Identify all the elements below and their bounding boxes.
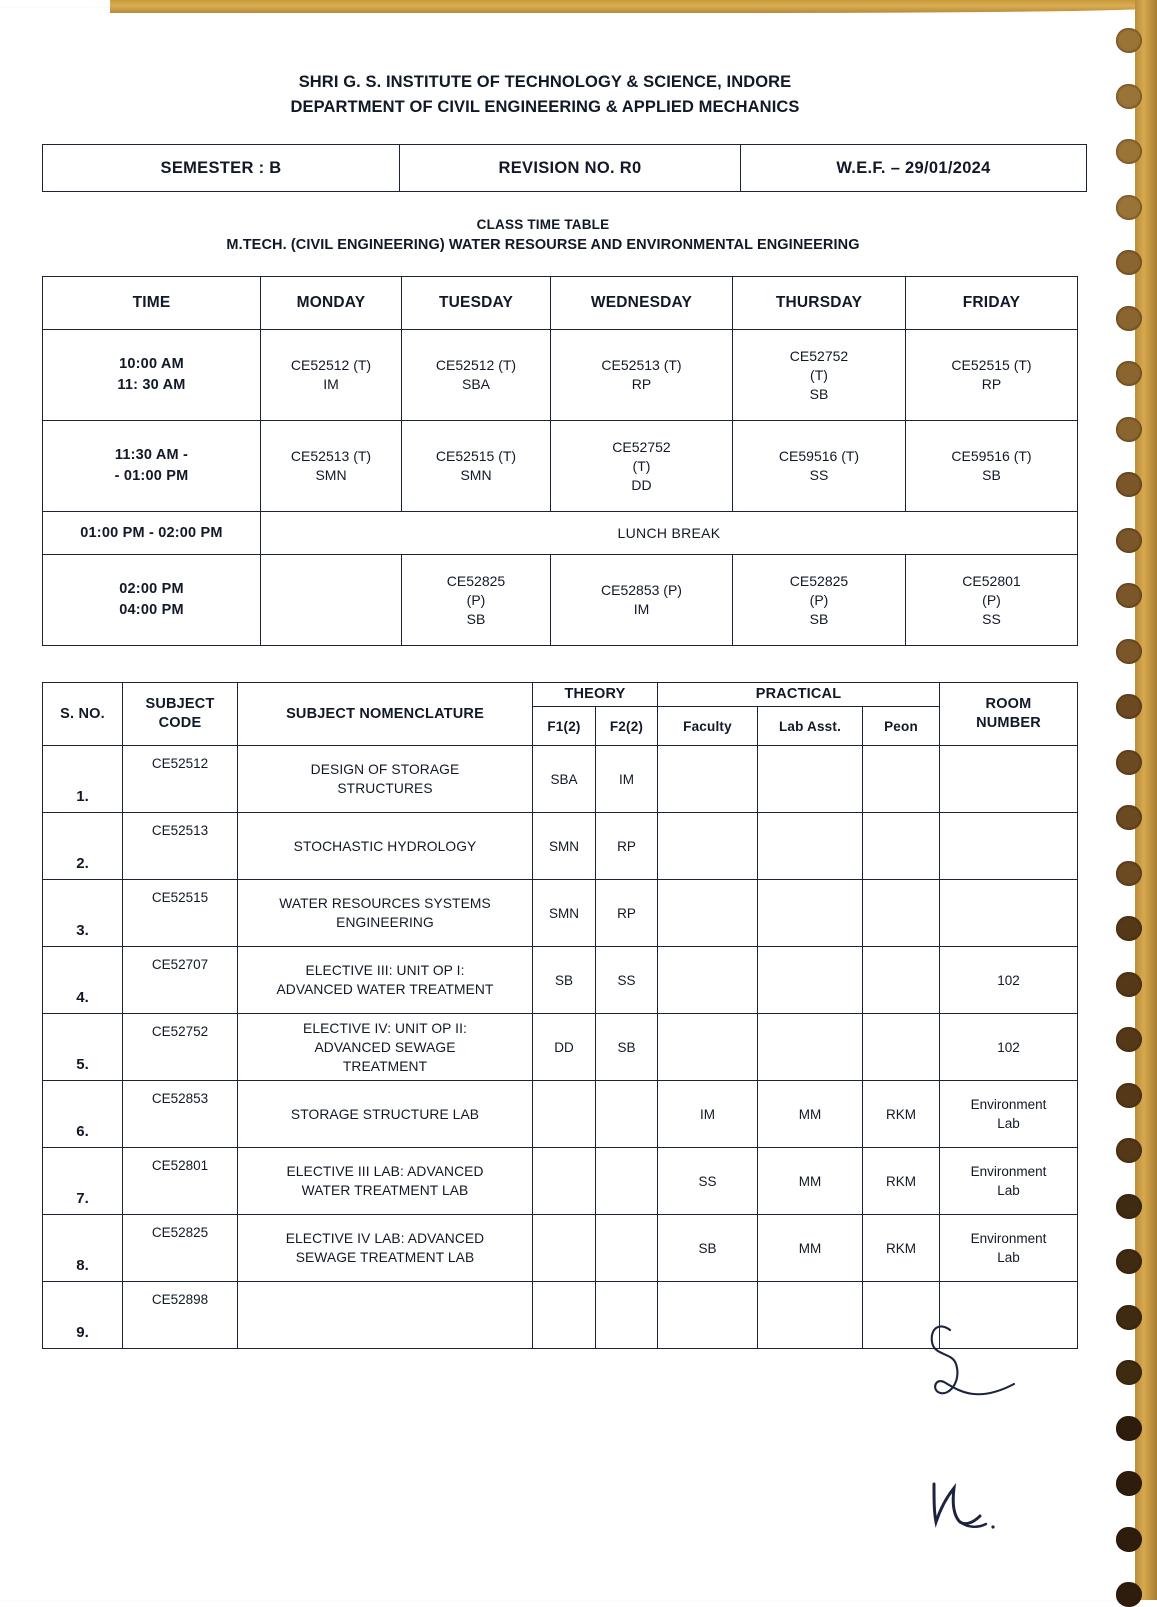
subject-practical-peon — [863, 746, 940, 813]
header-room-number: ROOM NUMBER — [940, 683, 1078, 746]
subject-room-number: Environment Lab — [940, 1148, 1078, 1215]
punch-hole — [1116, 139, 1142, 164]
subject-practical-peon: RKM — [863, 1215, 940, 1282]
lunch-break-cell: LUNCH BREAK — [261, 512, 1078, 555]
subject-row — [43, 947, 1078, 1014]
punch-hole — [1116, 1471, 1142, 1496]
subject-row — [43, 880, 1078, 947]
punch-hole — [1116, 750, 1142, 775]
subject-theory-f1: SB — [533, 947, 596, 1014]
timetable-cell-monday — [261, 555, 402, 646]
timetable-cell-tuesday: CE52512 (T) SBA — [402, 330, 551, 421]
punch-hole — [1116, 639, 1142, 664]
punch-hole — [1116, 694, 1142, 719]
subject-row — [43, 1148, 1078, 1215]
subject-practical-peon — [863, 1282, 940, 1349]
department-name: DEPARTMENT OF CIVIL ENGINEERING & APPLIED MECHANICS — [290, 98, 800, 116]
header-subject-code: SUBJECT CODE — [123, 683, 238, 746]
header-f1: F1(2) — [533, 707, 596, 746]
subject-nomenclature: STOCHASTIC HYDROLOGY — [238, 813, 533, 880]
timetable-slot-row — [43, 330, 1078, 421]
subject-nomenclature: ELECTIVE III: UNIT OP I: ADVANCED WATER TREATMENT — [238, 947, 533, 1014]
subject-theory-f2: RP — [596, 813, 658, 880]
subject-practical-faculty: SS — [658, 1148, 758, 1215]
punch-hole — [1116, 306, 1142, 331]
subject-theory-f2: SB — [596, 1014, 658, 1081]
punch-hole — [1116, 1027, 1142, 1052]
subject-code: CE52898 — [123, 1282, 238, 1349]
timetable-col-tuesday: TUESDAY — [402, 277, 551, 330]
subject-practical-faculty: IM — [658, 1081, 758, 1148]
document-header — [0, 0, 1090, 120]
subject-theory-f1 — [533, 1081, 596, 1148]
subject-sno: 2. — [43, 813, 123, 880]
subject-theory-f2: IM — [596, 746, 658, 813]
header-faculty: Faculty — [658, 707, 758, 746]
punch-hole — [1116, 28, 1142, 53]
timetable-cell-monday: CE52513 (T) SMN — [261, 421, 402, 512]
subject-practical-faculty — [658, 1282, 758, 1349]
subject-theory-f1: SBA — [533, 746, 596, 813]
timetable-time-label: 10:00 AM 11: 30 AM — [43, 330, 261, 421]
subject-theory-f1: SMN — [533, 880, 596, 947]
subject-theory-f2 — [596, 1148, 658, 1215]
subject-nomenclature: STORAGE STRUCTURE LAB — [238, 1081, 533, 1148]
subject-practical-peon — [863, 813, 940, 880]
timetable-body — [43, 330, 1078, 646]
subject-code: CE52801 — [123, 1148, 238, 1215]
subject-practical-faculty — [658, 746, 758, 813]
timetable-cell-wednesday: CE52853 (P) IM — [551, 555, 733, 646]
institute-name: SHRI G. S. INSTITUTE OF TECHNOLOGY & SCIENCE, INDORE — [298, 73, 792, 91]
subject-theory-f2 — [596, 1282, 658, 1349]
subject-theory-f2 — [596, 1215, 658, 1282]
punch-hole — [1116, 1416, 1142, 1441]
subject-practical-faculty: SB — [658, 1215, 758, 1282]
subject-row — [43, 1282, 1078, 1349]
punch-hole — [1116, 250, 1142, 275]
subject-code: CE52512 — [123, 746, 238, 813]
timetable-cell-thursday: CE59516 (T) SS — [733, 421, 906, 512]
subject-practical-faculty — [658, 947, 758, 1014]
header-peon: Peon — [863, 707, 940, 746]
punch-hole — [1116, 1527, 1142, 1552]
document-meta-table — [42, 144, 1087, 192]
subject-row — [43, 813, 1078, 880]
subject-nomenclature: WATER RESOURCES SYSTEMS ENGINEERING — [238, 880, 533, 947]
subject-room-number: Environment Lab — [940, 1081, 1078, 1148]
punch-hole — [1116, 1194, 1142, 1219]
timetable-cell-thursday: CE52752 (T) SB — [733, 330, 906, 421]
subject-theory-f2: SS — [596, 947, 658, 1014]
subject-sno: 6. — [43, 1081, 123, 1148]
subject-nomenclature: ELECTIVE III LAB: ADVANCED WATER TREATMENT LAB — [238, 1148, 533, 1215]
subject-room-number: 102 — [940, 947, 1078, 1014]
subject-room-number — [940, 880, 1078, 947]
header-practical: PRACTICAL — [658, 683, 940, 707]
timetable-cell-friday: CE52801 (P) SS — [906, 555, 1078, 646]
semester-cell: SEMESTER : B — [43, 145, 400, 192]
punch-hole — [1116, 583, 1142, 608]
subject-practical-faculty — [658, 1014, 758, 1081]
subject-practical-lab-asst — [758, 947, 863, 1014]
subject-theory-f1 — [533, 1215, 596, 1282]
subject-practical-lab-asst: MM — [758, 1081, 863, 1148]
meta-row — [43, 145, 1087, 192]
subject-sno: 7. — [43, 1148, 123, 1215]
subject-practical-peon — [863, 947, 940, 1014]
timetable-cell-thursday: CE52825 (P) SB — [733, 555, 906, 646]
punch-hole — [1116, 417, 1142, 442]
header-theory: THEORY — [533, 683, 658, 707]
subject-theory-f1 — [533, 1148, 596, 1215]
subject-practical-lab-asst — [758, 1282, 863, 1349]
subject-theory-f2: RP — [596, 880, 658, 947]
subject-practical-peon — [863, 1014, 940, 1081]
punch-hole — [1116, 195, 1142, 220]
punch-hole — [1116, 528, 1142, 553]
subject-nomenclature — [238, 1282, 533, 1349]
punch-hole — [1116, 472, 1142, 497]
subject-sno: 5. — [43, 1014, 123, 1081]
punch-hole — [1116, 1138, 1142, 1163]
subject-details-table — [42, 682, 1078, 1349]
timetable-lunch-row — [43, 512, 1078, 555]
subject-nomenclature: ELECTIVE IV: UNIT OP II: ADVANCED SEWAGE TREATMENT — [238, 1014, 533, 1081]
subject-room-number — [940, 1282, 1078, 1349]
subject-room-number: 102 — [940, 1014, 1078, 1081]
timetable-cell-friday: CE52515 (T) RP — [906, 330, 1078, 421]
subject-sno: 8. — [43, 1215, 123, 1282]
subject-row — [43, 1081, 1078, 1148]
subject-practical-peon: RKM — [863, 1081, 940, 1148]
subject-practical-lab-asst — [758, 880, 863, 947]
subject-practical-lab-asst: MM — [758, 1215, 863, 1282]
programme-name: M.TECH. (CIVIL ENGINEERING) WATER RESOURSE AND ENVIRONMENTAL ENGINEERING — [226, 237, 860, 253]
wef-cell: W.E.F. – 29/01/2024 — [741, 145, 1087, 192]
revision-cell: REVISION NO. R0 — [400, 145, 741, 192]
timetable-cell-friday: CE59516 (T) SB — [906, 421, 1078, 512]
subject-sno: 1. — [43, 746, 123, 813]
subject-sno: 4. — [43, 947, 123, 1014]
punch-hole — [1116, 1360, 1142, 1385]
subject-theory-f1: DD — [533, 1014, 596, 1081]
subject-row — [43, 746, 1078, 813]
subject-table-body — [43, 746, 1078, 1349]
subject-theory-f2 — [596, 1081, 658, 1148]
header-f2: F2(2) — [596, 707, 658, 746]
subject-code: CE52825 — [123, 1215, 238, 1282]
subject-practical-lab-asst — [758, 1014, 863, 1081]
binding-right-strip — [1135, 0, 1157, 1600]
punch-hole — [1116, 972, 1142, 997]
class-time-table-label: CLASS TIME TABLE — [476, 217, 610, 232]
punch-hole — [1116, 916, 1142, 941]
punch-hole — [1116, 1249, 1142, 1274]
subject-code: CE52515 — [123, 880, 238, 947]
subject-theory-f1 — [533, 1282, 596, 1349]
punch-hole — [1116, 361, 1142, 386]
subject-room-number: Environment Lab — [940, 1215, 1078, 1282]
header-subject-nomenclature: SUBJECT NOMENCLATURE — [238, 683, 533, 746]
timetable-cell-wednesday: CE52513 (T) RP — [551, 330, 733, 421]
punch-hole — [1116, 84, 1142, 109]
timetable-time-label: 01:00 PM - 02:00 PM — [43, 512, 261, 555]
subject-practical-lab-asst: MM — [758, 1148, 863, 1215]
timetable-col-monday: MONDAY — [261, 277, 402, 330]
subject-practical-faculty — [658, 813, 758, 880]
timetable-slot-row — [43, 555, 1078, 646]
punch-hole — [1116, 805, 1142, 830]
timetable-col-wednesday: WEDNESDAY — [551, 277, 733, 330]
timetable-col-time: TIME — [43, 277, 261, 330]
timetable-cell-wednesday: CE52752 (T) DD — [551, 421, 733, 512]
timetable-time-label: 02:00 PM 04:00 PM — [43, 555, 261, 646]
timetable-cell-monday: CE52512 (T) IM — [261, 330, 402, 421]
subject-code: CE52513 — [123, 813, 238, 880]
subject-practical-faculty — [658, 880, 758, 947]
header-lab-asst: Lab Asst. — [758, 707, 863, 746]
subject-sno: 3. — [43, 880, 123, 947]
subject-header-row-top — [43, 683, 1078, 707]
subject-practical-peon — [863, 880, 940, 947]
subject-nomenclature: DESIGN OF STORAGE STRUCTURES — [238, 746, 533, 813]
timetable-slot-row — [43, 421, 1078, 512]
timetable-cell-tuesday: CE52515 (T) SMN — [402, 421, 551, 512]
subject-nomenclature: ELECTIVE IV LAB: ADVANCED SEWAGE TREATMENT LAB — [238, 1215, 533, 1282]
subject-theory-f1: SMN — [533, 813, 596, 880]
subject-room-number — [940, 813, 1078, 880]
subject-room-number — [940, 746, 1078, 813]
subject-practical-lab-asst — [758, 813, 863, 880]
subject-practical-lab-asst — [758, 746, 863, 813]
timetable-time-label: 11:30 AM - - 01:00 PM — [43, 421, 261, 512]
subject-code: CE52707 — [123, 947, 238, 1014]
header-sno: S. NO. — [43, 683, 123, 746]
timetable-cell-tuesday: CE52825 (P) SB — [402, 555, 551, 646]
subject-code: CE52752 — [123, 1014, 238, 1081]
document-subtitle — [0, 214, 1090, 256]
subject-sno: 9. — [43, 1282, 123, 1349]
subject-practical-peon: RKM — [863, 1148, 940, 1215]
timetable-header-row — [43, 277, 1078, 330]
timetable-col-thursday: THURSDAY — [733, 277, 906, 330]
punch-hole — [1116, 1582, 1142, 1607]
timetable-col-friday: FRIDAY — [906, 277, 1078, 330]
punch-hole — [1116, 1083, 1142, 1108]
subject-row — [43, 1014, 1078, 1081]
punch-hole — [1116, 861, 1142, 886]
class-timetable — [42, 276, 1078, 646]
subject-row — [43, 1215, 1078, 1282]
punch-hole — [1116, 1305, 1142, 1330]
subject-code: CE52853 — [123, 1081, 238, 1148]
